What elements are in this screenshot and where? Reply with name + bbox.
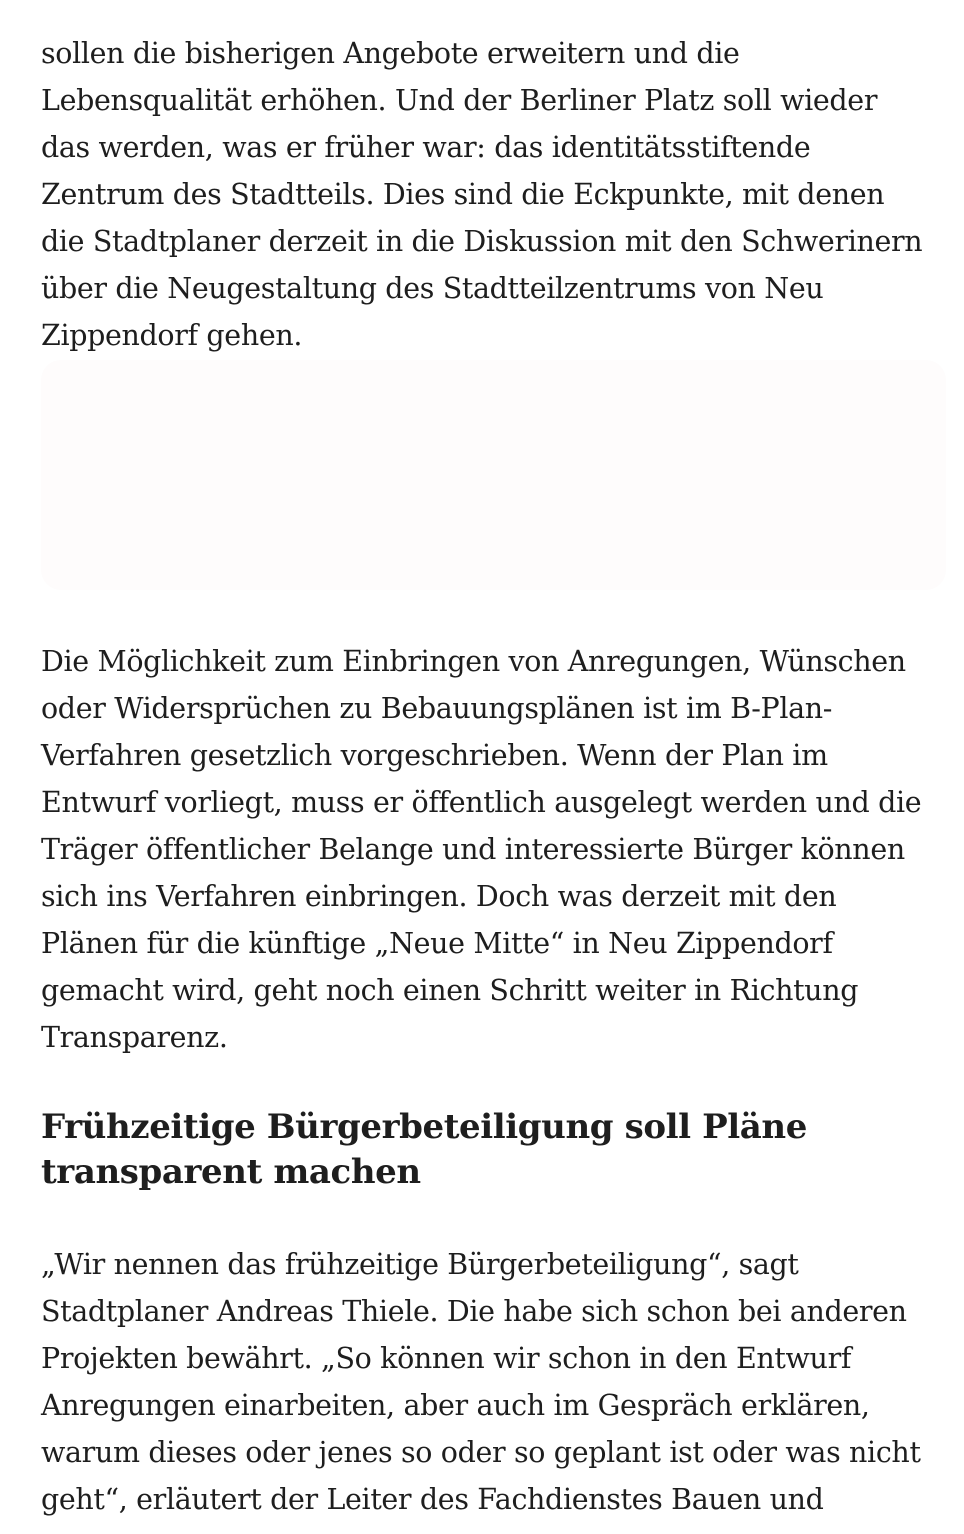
article-paragraph: sollen die bisherigen Angebote erweitern und die Lebensqualität erhöhen. Und der Berliner Platz soll wieder das werden, was er früher war: das identitätsstiftende Zentrum des Stadtteils. Dies sind die Eckpunkte, mit denen die Stadtplaner derzeit in die Diskussion mit den Schwerinern über die Neugestaltung des Stadtteilzentrums von Neu Zippendorf gehen.: [41, 37, 923, 352]
article-paragraph: Die Möglichkeit zum Einbringen von Anregungen, Wünschen oder Widersprüchen zu Bebauungsplänen ist im B-Plan-Verfahren gesetzlich vorgeschrieben. Wenn der Plan im Entwurf vorliegt, muss er öffentlich ausgelegt werden und die Träger öffentlicher Belange und interessierte Bürger können sich ins Verfahren einbringen. Doch was derzeit mit den Plänen für die künftige „Neue Mitte“ in Neu Zippendorf gemacht wird, geht noch einen Schritt weiter in Richtung Transparenz.: [41, 645, 922, 1054]
article-paragraph: „Wir nennen das frühzeitige Bürgerbeteiligung“, sagt Stadtplaner Andreas Thiele. Die habe sich schon bei anderen Projekten bewährt. „So können wir schon in den Entwurf Anregungen einarbeiten, aber auch im Gespräch erklären, warum dieses oder jenes so oder so geplant ist oder was nicht geht“, erläutert der Leiter des Fachdienstes Bauen und: [41, 1248, 921, 1516]
article-subheading: Frühzeitige Bürgerbeteiligung soll Pläne transparent machen: [41, 1107, 807, 1192]
ad-placeholder: [41, 360, 946, 590]
